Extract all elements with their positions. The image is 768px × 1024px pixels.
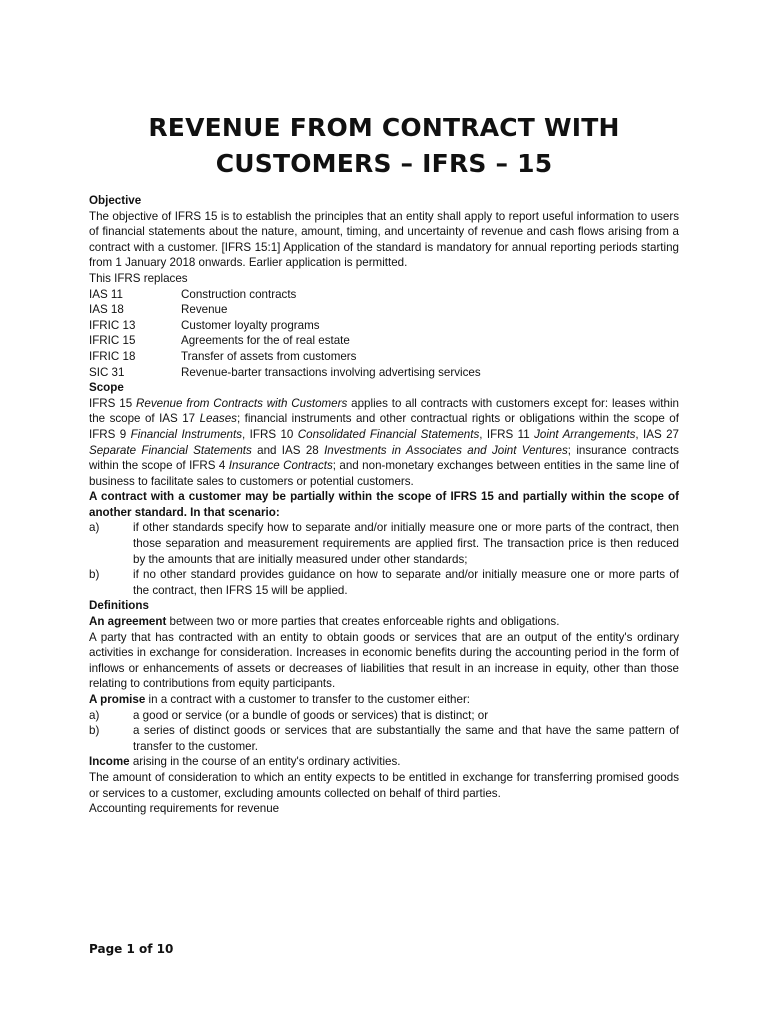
list-text: a good or service (or a bundle of goods or services) that is distinct; or — [133, 708, 489, 722]
title-line-2: CUSTOMERS – IFRS – 15 — [215, 149, 553, 178]
standard-code: IAS 11 — [89, 287, 123, 301]
income-definition — [89, 754, 679, 770]
standard-name: Transfer of assets from customers — [181, 349, 357, 363]
consideration-paragraph: The amount of consideration to which an entity expects to be entitled in exchange for transferring promised goods or services to a customer, excluding amounts collected on behalf of third parties. — [89, 770, 679, 800]
title-line-1: REVENUE FROM CONTRACT WITH — [148, 113, 620, 142]
party-paragraph: A party that has contracted with an entity to obtain goods or services that are an output of the entity's ordinary activities in exchange for consideration. Increases in economic benefits during the accounting period in the form of inflows or enhancements of assets or decreases of liabilities that result in an increase in equity, other than those relating to contributions from equity participants. — [89, 630, 679, 691]
list-label: a) — [89, 521, 100, 535]
scope-text: , IFRS 11 — [479, 427, 535, 441]
standard-code: IFRIC 18 — [89, 349, 136, 363]
standard-name: Revenue-barter transactions involving advertising services — [181, 365, 481, 379]
standard-name: Agreements for the of real estate — [181, 334, 350, 348]
scope-italic-text: Insurance Contracts — [228, 459, 333, 473]
scope-text: , IFRS 10 — [242, 427, 298, 441]
promise-definition — [89, 692, 679, 708]
standard-code: SIC 31 — [89, 365, 125, 379]
document-title — [60, 110, 708, 182]
scope-heading: Scope — [89, 381, 124, 395]
scope-italic-text: Leases — [199, 412, 237, 426]
standard-name: Revenue — [181, 303, 228, 317]
scope-italic-text: Financial Instruments — [130, 427, 243, 441]
scope-italic-text: Joint Arrangements — [534, 427, 636, 441]
scope-paragraph — [89, 396, 679, 490]
list-text: if other standards specify how to separate and/or initially measure one or more parts of the contract, then those separation and measurement requirements are applied first. The transaction price is then reduced by the amounts that are initially measured under other standards; — [133, 521, 679, 566]
standard-row — [89, 287, 679, 303]
promise-term: A promise — [89, 693, 146, 706]
objective-paragraph: The objective of IFRS 15 is to establish the principles that an entity shall apply to report useful information to users of financial statements about the nature, amount, timing, and uncertainty of revenue and cash flows arising from a contract with a customer. [IFRS 15:1] Application of the standard is mandatory for annual reporting periods starting from 1 January 2018 onwards. Earlier application is permitted. — [89, 209, 679, 270]
scope-italic-text: Investments in Associates and Joint Ventures — [324, 443, 568, 457]
agreement-definition — [89, 614, 679, 630]
promise-list-item — [89, 723, 679, 754]
list-label: b) — [89, 724, 100, 738]
promise-text: in a contract with a customer to transfer to the customer either: — [145, 693, 471, 706]
replaces-label: This IFRS replaces — [89, 271, 188, 285]
objective-heading: Objective — [89, 194, 142, 207]
scope-text: ; insurance contracts within the scope of IFRS 4 — [89, 443, 679, 473]
scope-text: IFRS 15 — [89, 396, 137, 410]
promise-list-item — [89, 708, 679, 724]
scope-bold-statement: A contract with a customer may be partially within the scope of IFRS 15 and partially within the scope of another standard. In that scenario: — [89, 490, 679, 519]
scope-list-item — [89, 567, 679, 598]
scope-list-item — [89, 520, 679, 567]
income-term: Income — [89, 755, 130, 769]
agreement-term: An agreement — [89, 615, 167, 629]
document-body — [89, 193, 679, 817]
accounting-line: Accounting requirements for revenue — [89, 802, 280, 816]
definitions-heading: Definitions — [89, 599, 149, 613]
scope-text: , IAS 27 — [635, 427, 680, 441]
scope-italic-text: Separate Financial Statements — [89, 443, 252, 457]
standard-row — [89, 318, 679, 334]
standard-row — [89, 349, 679, 365]
list-label: a) — [89, 708, 100, 722]
scope-italic-text: Consolidated Financial Statements — [297, 427, 480, 441]
standard-code: IFRIC 13 — [89, 318, 136, 332]
scope-text: ; financial instruments and other contractual rights or obligations within the scope of IFRS 9 — [89, 412, 679, 441]
list-text: a series of distinct goods or services that are substantially the same and that have the same pattern of transfer to the customer. — [133, 724, 679, 753]
scope-text: ; and non-monetary exchanges between entities in the same line of business to facilitate sales to customers or potential customers. — [89, 459, 679, 488]
standard-row — [89, 365, 679, 381]
scope-text: applies to all contracts with customers except for: leases within the scope of IAS 17 — [89, 396, 679, 426]
standard-code: IFRIC 15 — [89, 334, 136, 348]
page-number: Page 1 of 10 — [89, 942, 174, 956]
replaced-standards-list — [89, 287, 679, 381]
standard-name: Construction contracts — [181, 287, 297, 301]
agreement-text: between two or more parties that creates enforceable rights and obligations. — [166, 615, 560, 629]
standard-name: Customer loyalty programs — [181, 318, 320, 332]
list-text: if no other standard provides guidance on how to separate and/or initially measure one or more parts of the contract, then IFRS 15 will be applied. — [133, 568, 679, 597]
income-text: arising in the course of an entity's ordinary activities. — [129, 755, 401, 769]
standard-row — [89, 302, 679, 318]
list-label: b) — [89, 568, 100, 582]
scope-text: and IAS 28 — [251, 443, 325, 457]
standard-code: IAS 18 — [89, 303, 124, 317]
scope-italic-text: Revenue from Contracts with Customers — [136, 396, 348, 410]
standard-row — [89, 333, 679, 349]
